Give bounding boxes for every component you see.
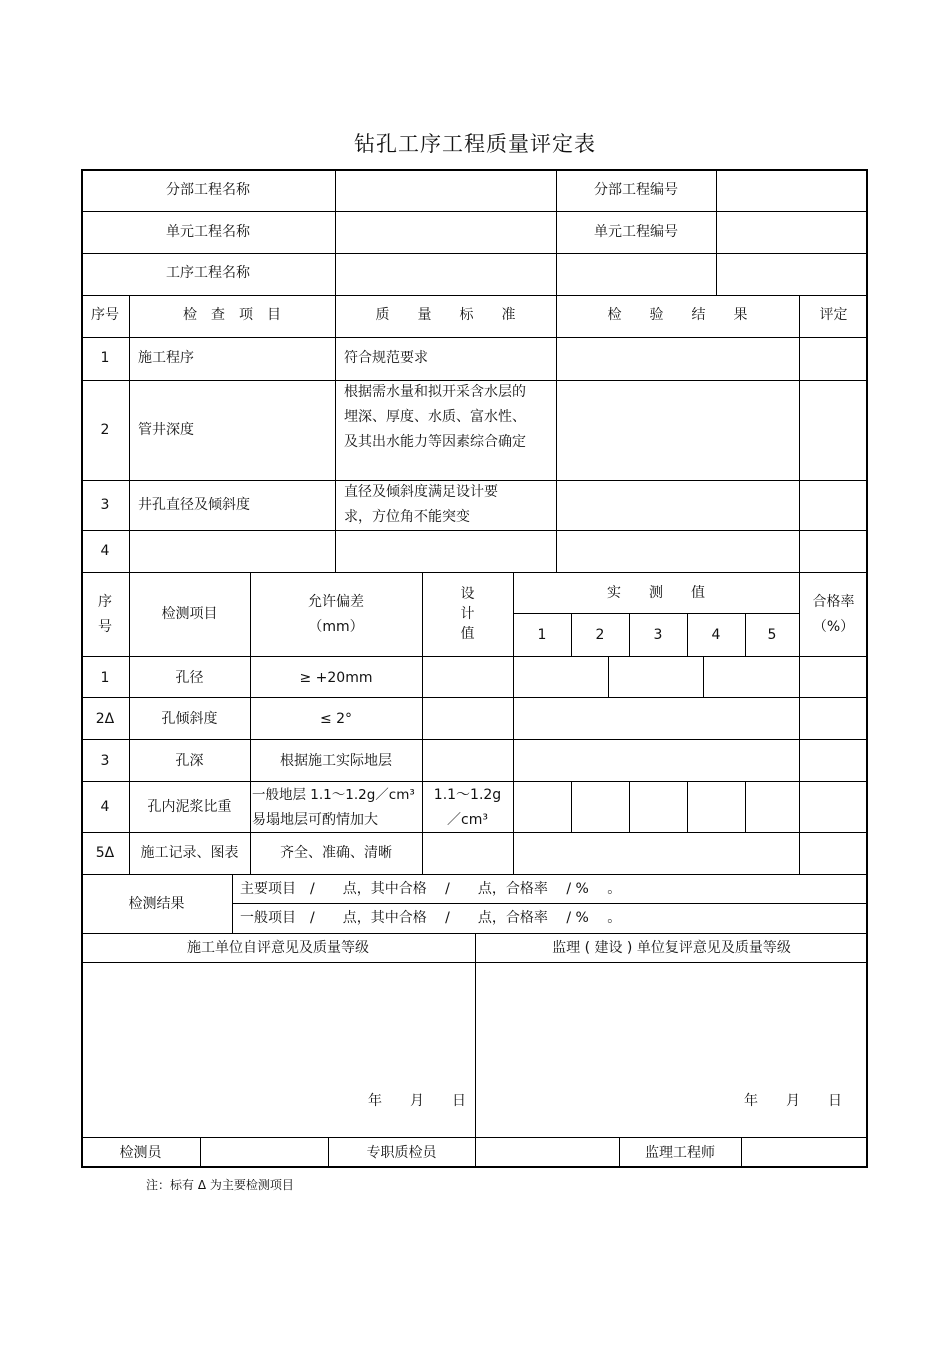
measure-col-measured: 实 测 值	[607, 585, 705, 601]
inspection-row-no: 4	[100, 543, 110, 559]
hline	[81, 295, 868, 296]
inspection-row-no: 1	[100, 350, 110, 366]
hline	[81, 874, 868, 875]
measure-row-design: ／cm³	[447, 812, 488, 828]
vline	[232, 874, 233, 933]
vline	[687, 781, 688, 832]
measure-row-item: 施工记录、图表	[140, 845, 239, 861]
inspection-row-standard: 根据需水量和拟开采含水层的埋深、厚度、水质、富水性、及其出水能力等因素综合确定	[344, 384, 526, 450]
measure-col-pass-rate: 合格率	[812, 594, 855, 610]
hline	[513, 613, 799, 614]
quality-inspector-label: 专职质检员	[366, 1145, 437, 1161]
hline	[81, 211, 868, 212]
vline	[335, 169, 336, 295]
inspection-row-no: 3	[100, 497, 110, 513]
measure-row-tolerance: 齐全、准确、清晰	[280, 845, 392, 861]
measure-col-index: 3	[653, 627, 663, 643]
hline	[81, 572, 868, 573]
vline	[799, 572, 800, 874]
contractor-opinion-label: 施工单位自评意见及质量等级	[187, 940, 369, 956]
measure-row-item: 孔深	[175, 753, 204, 769]
hline	[81, 337, 868, 338]
inspection-row-item: 井孔直径及倾斜度	[138, 497, 250, 513]
inspector-label: 检测员	[119, 1145, 162, 1161]
measure-row-no: 4	[100, 799, 110, 815]
division-name-label: 分部工程名称	[166, 182, 250, 198]
supervisor-date: 年 月 日	[744, 1093, 842, 1109]
vline	[475, 933, 476, 1168]
measure-row-tolerance: ≤ 2°	[319, 711, 353, 727]
unit-name-label: 单元工程名称	[166, 224, 250, 240]
supervisor-opinion-label: 监理 ( 建设 ) 单位复评意见及质量等级	[552, 940, 791, 956]
result-general-line: 一般项目 / 点，其中合格 / 点，合格率 / % 。	[240, 910, 622, 926]
process-name-label: 工序工程名称	[166, 265, 250, 281]
measure-col-item: 检测项目	[161, 606, 218, 622]
vline	[129, 295, 130, 572]
measure-col-design: 设	[460, 586, 475, 602]
page-title: 钻孔工序工程质量评定表	[354, 132, 596, 156]
measure-row-no: 2Δ	[95, 711, 115, 727]
vline	[513, 572, 514, 874]
hline	[81, 253, 868, 254]
vline	[716, 169, 717, 295]
measure-row-tolerance: ≥ +20mm	[299, 670, 373, 686]
inspection-col-standard: 质 量 标 准	[375, 307, 516, 323]
vline	[703, 656, 704, 697]
measure-col-tolerance: 允许偏差	[308, 594, 364, 610]
unit-code-label: 单元工程编号	[594, 224, 678, 240]
result-label: 检测结果	[128, 896, 185, 912]
hline	[81, 781, 868, 782]
inspection-row-standard: 符合规范要求	[344, 350, 428, 366]
hline	[232, 903, 868, 904]
inspection-row-item: 管井深度	[138, 422, 194, 438]
measure-col-design: 值	[460, 626, 475, 642]
vline	[200, 1137, 201, 1168]
measure-col-no: 序	[98, 594, 112, 610]
inspection-col-result: 检 验 结 果	[607, 307, 748, 323]
vline	[571, 781, 572, 832]
measure-row-tolerance: 根据施工实际地层	[280, 753, 392, 769]
contractor-date: 年 月 日	[368, 1093, 466, 1109]
result-main-line: 主要项目 / 点，其中合格 / 点，合格率 / % 。	[240, 881, 622, 897]
measure-row-design: 1.1～1.2g	[433, 787, 502, 803]
measure-row-item: 孔径	[175, 670, 204, 686]
inspection-row-item: 施工程序	[138, 350, 194, 366]
vline	[608, 656, 609, 697]
measure-col-index: 2	[595, 627, 605, 643]
inspection-row-standard: 直径及倾斜度满足设计要求，方位角不能突变	[344, 484, 498, 525]
hline	[81, 697, 868, 698]
vline	[741, 1137, 742, 1168]
inspection-row-no: 2	[100, 422, 110, 438]
measure-col-design: 计	[460, 606, 475, 622]
supervisor-engineer-label: 监理工程师	[645, 1145, 715, 1161]
hline	[81, 530, 868, 531]
inspection-col-rating: 评定	[819, 307, 848, 323]
measure-row-tolerance: 一般地层 1.1～1.2g／cm³	[252, 787, 415, 803]
hline	[81, 656, 868, 657]
measure-row-no: 5Δ	[95, 845, 115, 861]
vline	[799, 295, 800, 572]
division-code-label: 分部工程编号	[594, 182, 678, 198]
inspection-col-item: 检 查 项 目	[183, 307, 281, 323]
hline	[81, 739, 868, 740]
hline	[81, 832, 868, 833]
vline	[745, 781, 746, 832]
vline	[556, 295, 557, 572]
measure-col-index: 4	[711, 627, 721, 643]
vline	[629, 781, 630, 832]
measure-col-index: 5	[767, 627, 777, 643]
measure-row-tolerance: 易塌地层可酌情加大	[252, 812, 378, 828]
measure-col-tolerance: （mm）	[308, 619, 364, 635]
measure-col-pass-rate: （%）	[812, 619, 855, 635]
measure-row-no: 3	[100, 753, 110, 769]
inspection-col-no: 序号	[91, 307, 119, 323]
measure-row-no: 1	[100, 670, 110, 686]
measure-row-item: 孔内泥浆比重	[147, 799, 232, 815]
measure-row-item: 孔倾斜度	[161, 711, 218, 727]
vline	[335, 295, 336, 572]
measure-col-index: 1	[537, 627, 547, 643]
measure-col-no: 号	[98, 619, 112, 635]
footnote: 注：标有 Δ 为主要检测项目	[146, 1178, 294, 1192]
